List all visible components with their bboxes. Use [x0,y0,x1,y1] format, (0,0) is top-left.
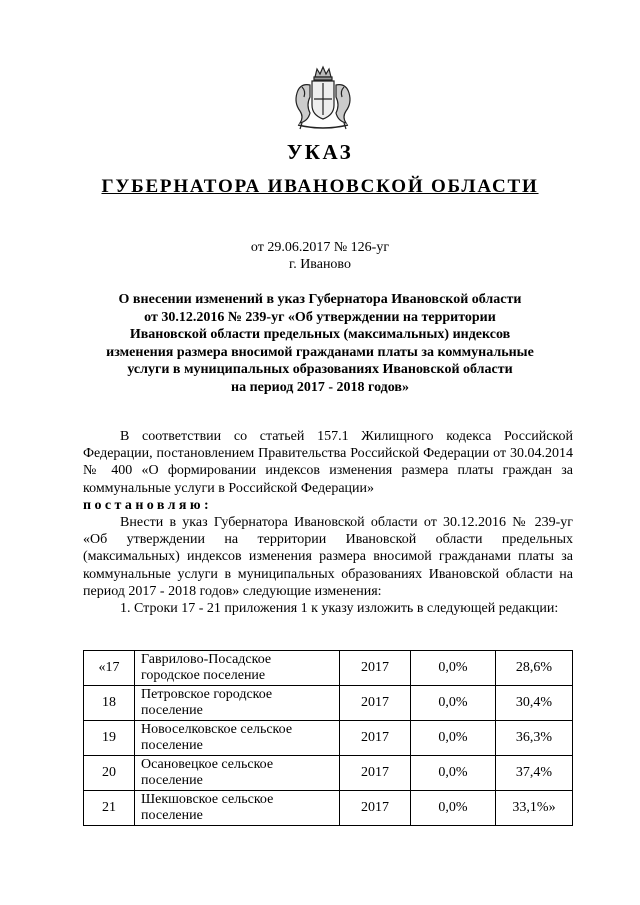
row-number: 18 [84,686,135,721]
heading-line: Ивановской области предельных (максимальных) индексов [129,327,511,342]
decree-heading [60,291,580,396]
index-cell: 28,6% [496,651,573,686]
table-row [84,686,573,721]
item-1-paragraph: 1. Строки 17 - 21 приложения 1 к указу изложить в следующей редакции: [120,601,559,617]
year-cell: 2017 [340,721,411,756]
index-table [83,650,573,826]
heading-line: изменения размера вносимой гражданами платы за коммунальные [106,344,534,360]
decree-word-line: постановляю: [83,497,209,513]
year-cell: 2017 [340,651,411,686]
row-number: 21 [84,791,135,826]
decree-date-number: от 29.06.2017 № 126-уг [250,240,390,255]
table-row [84,651,573,686]
year-cell: 2017 [340,791,411,826]
table-row [84,791,573,826]
heading-line: на период 2017 - 2018 годов» [231,379,409,395]
decree-body [83,428,573,617]
issuer-title: ГУБЕРНАТОРА ИВАНОВСКОЙ ОБЛАСТИ [101,176,539,197]
heading-line: услуги в муниципальных образованиях Ивановской области [127,362,513,377]
percent-cell: 0,0% [411,686,496,721]
amendment-paragraph: Внести в указ Губернатора Ивановской области от 30.12.2016 № 239-уг «Об утверждении на территории Ивановской области предельных (максимальных) индексов изменения размера вносимой гражданами платы за коммунальные услуги в муниципальных образованиях Ивановской области на период 2017 - 2018 годов» следующие изменения: [83,515,573,599]
heading-line: от 30.12.2016 № 239-уг «Об утверждении на территории [144,309,496,325]
table-row [84,721,573,756]
percent-cell: 0,0% [411,721,496,756]
year-cell: 2017 [340,686,411,721]
heading-line: О внесении изменений в указ Губернатора Ивановской области [118,292,522,307]
row-number: 20 [84,756,135,791]
index-cell: 36,3% [496,721,573,756]
settlement-name: Гаврилово-Посадское городское поселение [135,651,340,686]
table-row [84,756,573,791]
decree-word: постановляю [83,497,204,513]
settlement-name: Новоселковское сельское поселение [135,721,340,756]
year-cell: 2017 [340,756,411,791]
index-cell: 30,4% [496,686,573,721]
percent-cell: 0,0% [411,651,496,686]
index-cell: 37,4% [496,756,573,791]
settlement-name: Шекшовское сельское поселение [135,791,340,826]
percent-cell: 0,0% [411,791,496,826]
date-and-place [0,239,640,273]
settlement-name: Петровское городское поселение [135,686,340,721]
decree-city: г. Иваново [289,257,351,272]
settlement-name: Осановецкое сельское поселение [135,756,340,791]
coat-of-arms-icon [288,63,358,131]
index-cell: 33,1%» [496,791,573,826]
document-type-title: УКАЗ [286,140,354,164]
row-number: «17 [84,651,135,686]
preamble-paragraph: В соответствии со статьей 157.1 Жилищного кодекса Российской Федерации, постановлением Правительства Российской Федерации от 30.04.2014 № 400 «О формировании индексов изменения размера платы граждан за коммунальные услуги в Российской Федерации» [83,429,573,496]
row-number: 19 [84,721,135,756]
percent-cell: 0,0% [411,756,496,791]
